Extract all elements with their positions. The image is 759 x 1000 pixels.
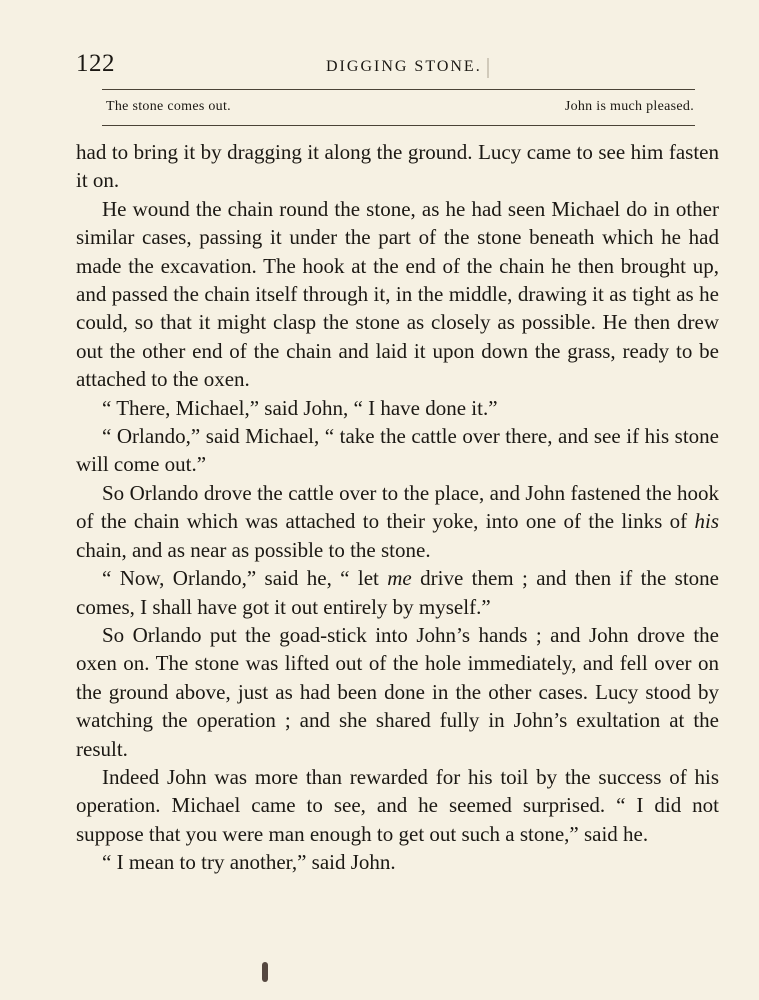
header-rule-top [102, 89, 695, 90]
chapter-running-title: DIGGING STONE. [326, 58, 482, 75]
paragraph-7: So Orlando put the goad-stick into John’s hands ; and John drove the oxen on. The stone was lifted out of the hole immediately, and fell over on the ground above, just as had been done in the other cases. Lucy stood by watching the operation ; and she shared fully in John’s exultation at the result. [76, 622, 719, 761]
running-head [76, 50, 695, 80]
scan-mark [487, 58, 489, 78]
subheading-right: John is much pleased. [564, 99, 694, 114]
paragraph-2: He wound the chain round the stone, as he had seen Michael do in other similar cases, passing it under the part of the stone beneath which he had made the excavation. The hook at the end of the chain he then brought up, and passed the chain itself through it, in the middle, drawing it as tight as he could, so that it might clasp the stone as closely as possible. He then drew out the other end of the chain and laid it upon down the grass, ready to be attached to the oxen. [76, 196, 719, 392]
paragraph-6-text-a: “ Now, Orlando,” said he, “ let [102, 566, 388, 591]
body-text [76, 138, 719, 877]
paragraph-5-text-b: chain, and as near as possible to the stone. [76, 537, 431, 562]
paragraph-5-text-a: So Orlando drove the cattle over to the place, and John fastened the hook of the chain which was attached to their yoke, into one of the links of [76, 480, 719, 534]
ink-speck [262, 962, 268, 982]
paragraph-3: “ There, Michael,” said John, “ I have done it.” [102, 395, 498, 420]
paragraph-1: had to bring it by dragging it along the ground. Lucy came to see him fasten it on. [76, 140, 719, 193]
paragraph-6-text-b: drive them ; and then if the stone comes, I shall have got it out entirely by myself.” [76, 566, 719, 619]
paragraph-5 [76, 479, 719, 564]
paragraph-4: “ Orlando,” said Michael, “ take the cattle over there, and see if his stone will come out.” [76, 424, 719, 477]
header-rule-bottom [102, 125, 695, 126]
paragraph-8: Indeed John was more than rewarded for his toil by the success of his operation. Michael came to see, and he seemed surprised. “ I did not suppose that you were man enough to get out such a stone,” said he. [76, 764, 719, 846]
paragraph-6-italic: me [387, 566, 412, 591]
paragraph-6 [76, 564, 719, 621]
paragraph-9: “ I mean to try another,” said John. [102, 850, 396, 875]
page-number: 122 [76, 50, 115, 77]
subheading-left: The stone comes out. [106, 99, 231, 114]
paragraph-5-italic: his [694, 509, 719, 534]
